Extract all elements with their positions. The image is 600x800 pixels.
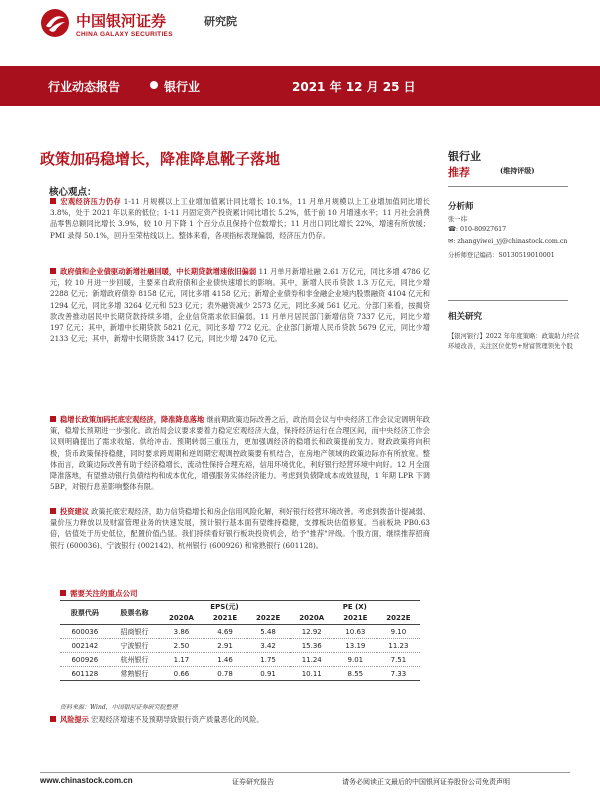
table-row: 601128 常熟银行 0.66 0.78 0.91 10.11 8.55 7.33 [60, 667, 420, 681]
bullet-text: 1-11 月规模以上工业增加值累计同比增长 10.1%，11 月单月规模以上工业增加值同比增长 3.8%，处于 2021 年以来的低位；1-11 月固定资产投资累计同比增长 5.2%，低于前 10 月增速水平；11 月社会消费品零售总额同比增长 3.9%，较 10 月下降 1 个百分点且保持个位数增长；11 月出口同比增长 22%，增速有所放缓；PMI 录得 50.1%，回升至荣枯线以上。整体来看，各项指标表现偏弱，经济压力仍存。 [50, 197, 430, 240]
logo-en-text: CHINA GALAXY SECURITIES [76, 31, 173, 38]
col-code: 股票代码 [60, 601, 110, 625]
footer-divider [40, 772, 570, 773]
bullet-square-icon [50, 416, 56, 422]
analyst-phone: ☎: 010-80927617 [448, 226, 507, 233]
report-headline: 政策加码稳增长，降准降息靴子落地 [40, 150, 281, 168]
sidebar-divider [448, 186, 568, 187]
risk-warning [50, 714, 430, 725]
bullet-policy [50, 414, 430, 492]
col-year: 2021E [334, 613, 377, 625]
bullet-investment [50, 506, 430, 551]
analyst-title: 分析师 [448, 202, 474, 212]
footer-label: 证券研究报告 [232, 778, 274, 786]
footer-website[interactable]: www.chinastock.com.cn [40, 776, 133, 785]
report-type: 行业动态报告 [48, 80, 121, 94]
sidebar-rating-note: (维持评级) [500, 166, 535, 175]
analyst-name: 张一纬 [448, 216, 467, 223]
related-research-link[interactable]: 【银河银行】2022 年年度策略：政策助力经营环境改善，关注区位优势+财富管理领先个股 [448, 333, 580, 350]
bullet-lead: 宏观经济压力仍存 [60, 197, 122, 206]
risk-text: 宏观经济增速不及预期导致银行资产质量恶化的风险。 [91, 715, 264, 724]
sidebar-industry: 银行业 [448, 150, 481, 163]
col-year: 2022E [247, 613, 290, 625]
institute-name: 研究院 [204, 15, 237, 28]
bullet-credit [50, 266, 430, 344]
bullet-lead: 稳增长政策加码托底宏观经济，降准降息落地 [60, 415, 205, 424]
col-year: 2020A [159, 613, 203, 625]
col-eps: EPS(元) [159, 601, 289, 613]
bullet-square-icon [50, 716, 56, 722]
bullet-lead: 投资建议 [60, 507, 89, 516]
bullet-square-icon [50, 508, 56, 514]
stock-table-title: 需要关注的重点公司 [60, 588, 138, 599]
footer-disclaimer: 请务必阅读正文最后的中国银河证券股份公司免责声明 [342, 778, 510, 786]
col-name: 股票名称 [110, 601, 160, 625]
col-year: 2022E [377, 613, 420, 625]
analyst-email[interactable]: ✉: zhangyiwei_yj@chinastock.com.cn [448, 238, 568, 245]
stock-table [60, 600, 420, 681]
risk-lead: 风险提示 [60, 715, 89, 724]
col-year: 2020A [290, 613, 334, 625]
sidebar-rating: 推荐 [448, 166, 470, 179]
table-row: 002142 宁波银行 2.50 2.91 3.42 15.36 13.19 11.23 [60, 639, 420, 653]
galaxy-logo-icon [40, 8, 70, 38]
core-views-title: 核心观点： [49, 187, 97, 198]
col-pe: PE (X) [290, 601, 420, 613]
table-row: 600036 招商银行 3.86 4.69 5.48 12.92 10.63 9.10 [60, 625, 420, 639]
bullet-square-icon [50, 268, 56, 274]
col-year: 2021E [204, 613, 247, 625]
bullet-text: 继前期政策边际改善之后，政治局会议与中央经济工作会议定调明年政策，稳增长预期进一步强化。政治局会议要求要着力稳定宏观经济大盘，保持经济运行在合理区间，而中央经济工作会议则明确提出了需求收缩、供给冲击、预期转弱三重压力，更加强调经济的稳增长和政策提前发力。财政政策将向积极，货币政策保持稳健，同时要求跨周期和逆周期宏观调控政策要有机结合，在房地产领域的政策边际亦有所放宽。整体而言，政策边际改善有助于经济稳增长，流动性保持合理充裕，信用环境优化，利好银行经营环境中向好。12 月全面降准落地，有望推动银行负债结构和成本优化，增强服务实体经济能力。考虑到负债降成本成效显现，1 年期 LPR 下调 5BP，对银行息差影响整体有限。 [50, 415, 430, 492]
bullet-square-icon [50, 198, 56, 204]
bullet-square-icon [60, 590, 66, 596]
logo-cn-text: 中国银河证券 [76, 12, 167, 30]
sidebar-divider [448, 300, 568, 301]
analyst-cert: 分析师登记编码：S0130519010001 [448, 252, 555, 259]
table-row: 600926 杭州银行 1.17 1.46 1.75 11.24 9.01 7.51 [60, 653, 420, 667]
bullet-lead: 政府债和企业债驱动新增社融回暖，中长期贷款增速依旧偏弱 [60, 267, 257, 276]
bullet-text: 11 月单月新增社融 2.61 万亿元，同比多增 4786 亿元，较 10 月进一步回暖，主要来自政府债和企业债快速增长的影响。其中，新增人民币贷款 1.3 万亿元，同比少增 2288 亿元；新增政府债券 8158 亿元，同比多增 4158 亿元；新增企业债券和非金融企业境内股票融资 4104 亿元和 1294 亿元，同比多增 3264 亿元和 523 亿元；表外融资减少 2573 亿元，同比多减 561 亿元。分部门来看，按揭贷款改善推动居民中长期贷款持续多增，企业信贷需求依旧偏弱。11 月单月居民部门新增信贷 7337 亿元，同比少增 197 亿元；其中，新增中长期贷款 5821 亿元，同比多增 772 亿元。企业部门新增人民币贷款 5679 亿元，同比少增 2133 亿元；其中，新增中长期贷款 3417 亿元，同比少增 2470 亿元。 [50, 267, 430, 344]
report-banner [0, 66, 600, 106]
table-source: 资料来源：Wind，中国银河证券研究院整理 [60, 704, 178, 711]
bullet-dot-icon [150, 81, 158, 89]
company-logo [40, 8, 240, 44]
report-date: 2021 年 12 月 25 日 [292, 80, 416, 94]
related-research-title: 相关研究 [448, 312, 483, 322]
bullet-macro [50, 196, 430, 241]
banner-industry: 银行业 [164, 80, 201, 94]
bullet-text: 政策托底宏观经济，助力信贷稳增长和房企信用风险化解，利好银行经营环境改善。考虑到拨备计提减弱、量价压力释放以及财富管理业务的快速发展，预计银行基本面有望维持稳健，支撑板块估值修复。当前板块 PB0.63 倍，估值处于历史低位，配置价值凸显。我们持续看好银行板块投资机会，给予"推荐"评级。个股方面，继续推荐招商银行 (600036)、宁波银行 (002142)、杭州银行 (600926) 和常熟银行 (601128)。 [50, 507, 430, 550]
